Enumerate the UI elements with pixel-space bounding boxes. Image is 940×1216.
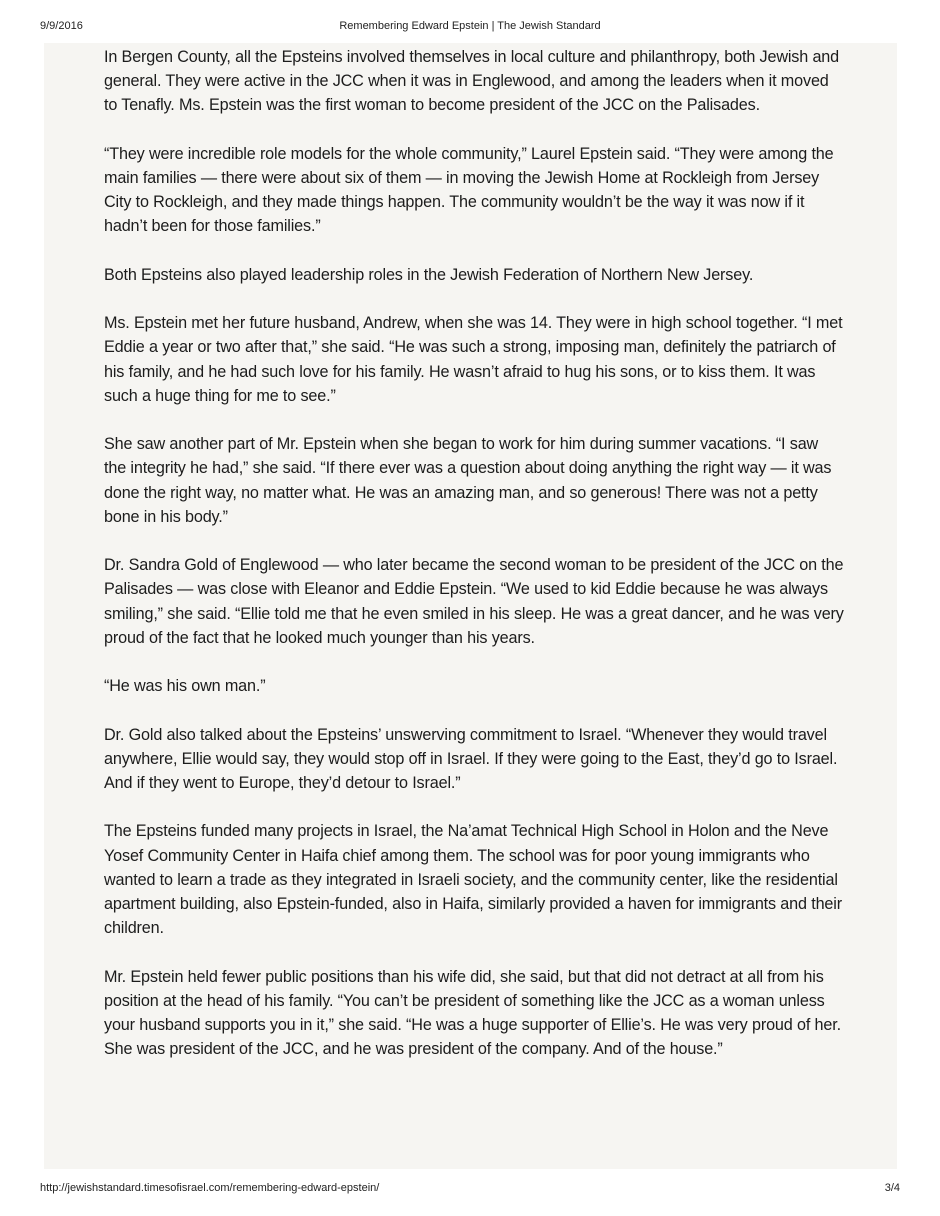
article-paragraph: Mr. Epstein held fewer public positions than his wife did, she said, but that did not detract at all from his position at the head of his family. “You can’t be president of something like the JCC as a woman unless your husband supports you in it,” she said. “He was a huge supporter of Ellie’s. He was very proud of her. She was president of the JCC, and he was president of the company. And of the house.”	[104, 967, 841, 1059]
article-paragraph: “They were incredible role models for the whole community,” Laurel Epstein said. “They were among the main families — there were about six of them — in moving the Jewish Home at Rockleigh from Jersey City to Rockleigh, and they made things happen. The community wouldn’t be the way it was now if it hadn’t been for those families.”	[104, 144, 834, 236]
article-paragraph: Dr. Gold also talked about the Epsteins’ unswerving commitment to Israel. “Whenever they would travel anywhere, Ellie would say, they would stop off in Israel. If they were going to the East, they’d go to Israel. And if they went to Europe, they’d detour to Israel.”	[104, 725, 838, 792]
article-paragraph: In Bergen County, all the Epsteins involved themselves in local culture and philanthropy, both Jewish and general. They were active in the JCC when it was in Englewood, and among the leaders when it moved to Tenafly. Ms. Epstein was the first woman to become president of the JCC on the Palisades.	[104, 48, 840, 115]
article-paragraph: She saw another part of Mr. Epstein when she began to work for him during summer vacations. “I saw the integrity he had,” she said. “If there ever was a question about doing anything the right way — it was done the right way, no matter what. He was an amazing man, and so generous! There was not a petty bone in his body.”	[104, 435, 832, 526]
article-paragraph: Ms. Epstein met her future husband, Andrew, when she was 14. They were in high school together. “I met Eddie a year or two after that,” she said. “He was such a strong, imposing man, definitely the patriarch of his family, and he had such love for his family. He wasn’t afraid to hug his sons, or to kiss them. It was such a huge thing for me to see.”	[104, 314, 843, 405]
article-body	[104, 45, 844, 1086]
article-paragraph: Dr. Sandra Gold of Englewood — who later became the second woman to be president of the JCC on the Palisades — was close with Eleanor and Eddie Epstein. “We used to kid Eddie because he was always smiling,” she said. “Ellie told me that he even smiled in his sleep. He was a great dancer, and he was very proud of the fact that he looked much younger than his years.	[104, 556, 844, 647]
page-url: http://jewishstandard.timesofisrael.com/remembering-edward-epstein/	[40, 1182, 380, 1194]
print-date: 9/9/2016	[40, 20, 83, 32]
print-footer	[0, 1182, 940, 1198]
page-title: Remembering Edward Epstein | The Jewish Standard	[339, 20, 601, 32]
page-number: 3/4	[884, 1182, 900, 1194]
article-paragraph: “He was his own man.”	[104, 677, 266, 696]
article-paragraph: The Epsteins funded many projects in Israel, the Na’amat Technical High School in Holon and the Neve Yosef Community Center in Haifa chief among them. The school was for poor young immigrants who wanted to learn a trade as they integrated in Israeli society, and the community center, like the residential apartment building, also Epstein-funded, also in Haifa, similarly provided a haven for immigrants and their children.	[104, 822, 842, 938]
article-paragraph: Both Epsteins also played leadership roles in the Jewish Federation of Northern New Jersey.	[104, 265, 754, 284]
print-header	[0, 20, 940, 36]
